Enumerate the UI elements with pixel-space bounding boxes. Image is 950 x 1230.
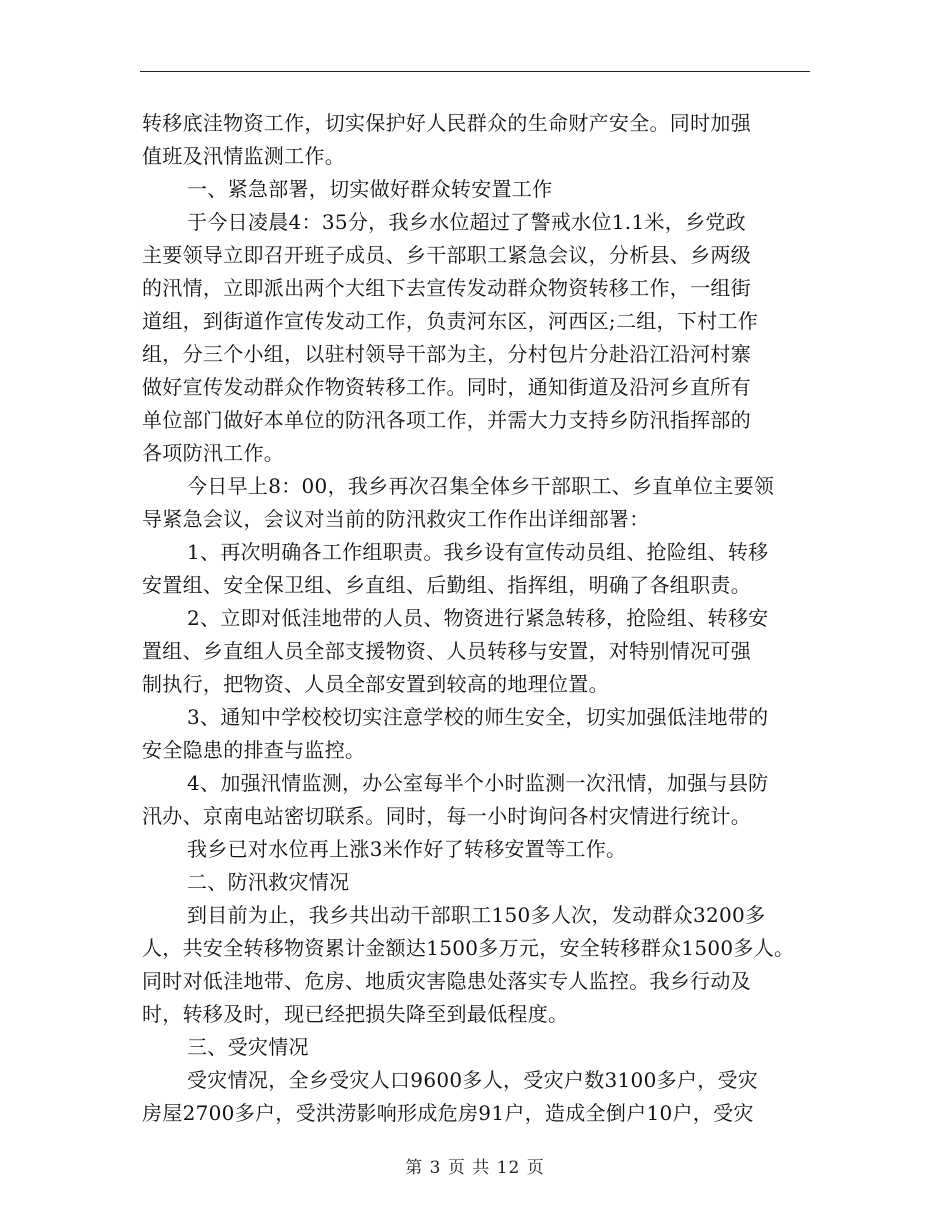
text-line: 道组，到街道作宣传发动工作，负责河东区，河西区;二组，下村工作 — [142, 309, 759, 333]
text-line: 转移底洼物资工作，切实保护好人民群众的生命财产安全。同时加强 — [142, 111, 751, 135]
text-line: 主要领导立即召开班子成员、乡干部职工紧急会议，分析县、乡两级 — [142, 243, 751, 267]
text-line: 各项防汛工作。 — [142, 441, 285, 465]
text-line: 人，共安全转移物资累计金额达1500多万元，安全转移群众1500多人。 — [142, 936, 795, 960]
header-rule — [140, 71, 810, 72]
text-line: 单位部门做好本单位的防汛各项工作，并需大力支持乡防汛指挥部的 — [142, 408, 751, 432]
text-line: 到目前为止，我乡共出动干部职工150多人次，发动群众3200多 — [187, 903, 766, 927]
text-line: 汛办、京南电站密切联系。同时，每一小时询问各村灾情进行统计。 — [142, 804, 751, 828]
text-line: 房屋2700多户，受洪涝影响形成危房91户，造成全倒户10户，受灾 — [142, 1101, 754, 1125]
text-line: 1、再次明确各工作组职责。我乡设有宣传动员组、抢险组、转移 — [187, 540, 769, 564]
text-line: 三、受灾情况 — [187, 1035, 309, 1059]
text-line: 受灾情况，全乡受灾人口9600多人，受灾户数3100多户，受灾 — [187, 1068, 759, 1092]
text-line: 二、防汛救灾情况 — [187, 870, 350, 894]
document-body — [142, 107, 832, 1130]
text-line: 组，分三个小组，以驻村领导干部为主，分村包片分赴沿江沿河村寨 — [142, 342, 751, 366]
text-line: 置组、乡直组人员全部支援物资、人员转移与安置，对特别情况可强 — [142, 639, 751, 663]
text-line: 安置组、安全保卫组、乡直组、后勤组、指挥组，明确了各组职责。 — [142, 573, 751, 597]
text-line: 时，转移及时，现已经把损失降至到最低程度。 — [142, 1002, 569, 1026]
text-line: 的汛情，立即派出两个大组下去宣传发动群众物资转移工作，一组街 — [142, 276, 751, 300]
text-line: 2、立即对低洼地带的人员、物资进行紧急转移，抢险组、转移安 — [187, 606, 769, 630]
text-line: 于今日凌晨4：35分，我乡水位超过了警戒水位1.1米，乡党政 — [187, 210, 746, 234]
page-number: 第 3 页 共 12 页 — [405, 1158, 545, 1178]
text-line: 做好宣传发动群众作物资转移工作。同时，通知街道及沿河乡直所有 — [142, 375, 751, 399]
text-line: 值班及汛情监测工作。 — [142, 144, 345, 168]
text-line: 制执行，把物资、人员全部安置到较高的地理位置。 — [142, 672, 609, 696]
text-line: 同时对低洼地带、危房、地质灾害隐患处落实专人监控。我乡行动及 — [142, 969, 751, 993]
text-line: 4、加强汛情监测，办公室每半个小时监测一次汛情，加强与县防 — [187, 771, 769, 795]
text-line: 导紧急会议，会议对当前的防汛救灾工作作出详细部署： — [142, 507, 650, 531]
text-line: 安全隐患的排查与监控。 — [142, 738, 366, 762]
text-line: 一、紧急部署，切实做好群众转安置工作 — [187, 177, 553, 201]
text-line: 今日早上8：00，我乡再次召集全体乡干部职工、乡直单位主要领 — [187, 474, 775, 498]
text-line: 我乡已对水位再上涨3米作好了转移安置等工作。 — [187, 837, 627, 861]
text-line: 3、通知中学校校切实注意学校的师生安全，切实加强低洼地带的 — [187, 705, 769, 729]
